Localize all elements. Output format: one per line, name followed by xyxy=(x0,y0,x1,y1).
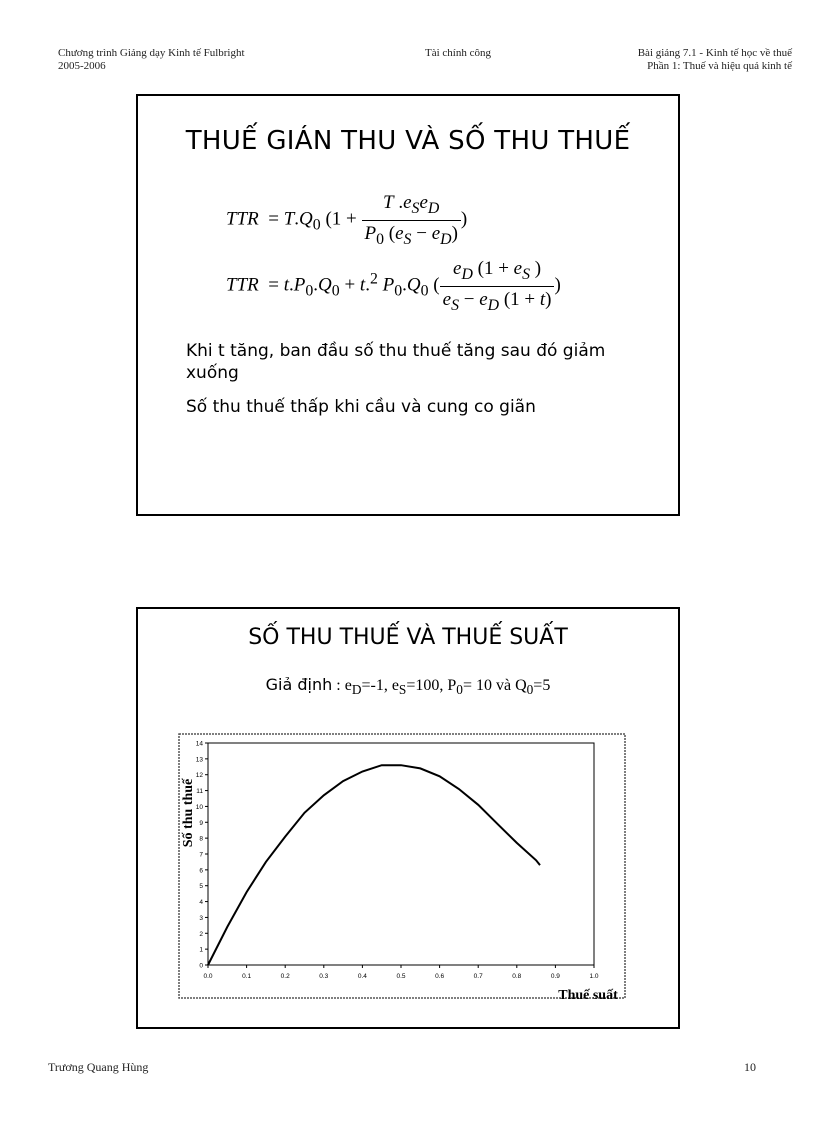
formula-ttr-1: TTR = $T.Q_0$ (1 + $\frac{T .e_Se_D}{P_0 (e_S - e_D)}$ ) xyxy=(226,192,468,248)
x-tick-label: 0.2 xyxy=(280,973,290,980)
plot-area xyxy=(208,743,594,965)
y-tick-label: 8 xyxy=(199,835,203,843)
y-tick-label: 1 xyxy=(199,946,203,954)
slide-title: SỐ THU THUẾ VÀ THUẾ SUẤT xyxy=(248,625,568,650)
lecture-title: Bài giảng 7.1 - Kinh tế học về thuế xyxy=(637,47,792,59)
y-tick-label: 7 xyxy=(199,851,203,859)
assumptions xyxy=(138,675,678,698)
x-axis-label: Thuế suất xyxy=(558,988,618,1003)
x-tick-label: 0.0 xyxy=(203,973,213,980)
header-center: Tài chính công xyxy=(425,47,491,59)
y-tick-label: 12 xyxy=(195,772,203,780)
y-tick-label: 11 xyxy=(196,788,203,796)
y-tick-label: 10 xyxy=(195,803,203,811)
y-axis-label: Số thu thuế xyxy=(181,778,196,848)
x-tick-label: 0.3 xyxy=(319,973,329,980)
header-right xyxy=(638,47,792,73)
x-tick-label: 0.1 xyxy=(242,973,252,980)
assumption-values: : $e_D=-1$, $e_S=100$, $P_0= 10$ và $Q_0=5$ xyxy=(332,677,551,698)
bullet-tax-rate-effect: Khi t tăng, ban đầu số thu thuế tăng sau đó giảm xuống xyxy=(186,341,606,383)
y-tick-label: 13 xyxy=(195,756,203,764)
revenue-chart xyxy=(178,733,626,1003)
x-tick-label: 0.5 xyxy=(396,973,406,980)
y-tick-label: 6 xyxy=(199,867,203,875)
footer-author: Trương Quang Hùng xyxy=(48,1060,149,1074)
academic-year: 2005-2006 xyxy=(58,60,106,72)
y-tick-label: 14 xyxy=(195,740,203,748)
x-tick-label: 0.6 xyxy=(435,973,445,980)
y-tick-label: 3 xyxy=(199,914,203,922)
slide-bullets xyxy=(186,340,648,430)
x-tick-label: 0.7 xyxy=(473,973,483,980)
slide-indirect-tax xyxy=(136,94,680,516)
program-name: Chương trình Giảng dạy Kinh tế Fulbright xyxy=(58,47,245,59)
x-tick-label: 1.0 xyxy=(589,973,599,980)
y-tick-label: 2 xyxy=(199,930,203,938)
slide-tax-revenue-chart xyxy=(136,607,680,1029)
y-tick-label: 5 xyxy=(199,883,203,891)
lecture-part: Phần 1: Thuế và hiệu quả kinh tế xyxy=(647,60,792,72)
bullet-elasticity: Số thu thuế thấp khi cầu và cung co giãn xyxy=(186,397,536,417)
x-tick-label: 0.4 xyxy=(357,973,367,980)
assumption-lead: Giả định xyxy=(265,675,333,694)
y-tick-label: 0 xyxy=(199,962,203,970)
x-tick-label: 0.8 xyxy=(512,973,522,980)
page-number: 10 xyxy=(744,1060,756,1074)
y-tick-label: 4 xyxy=(199,899,203,907)
slide-title: THUẾ GIÁN THU VÀ SỐ THU THUẾ xyxy=(185,126,631,156)
header-left xyxy=(58,47,245,73)
y-tick-label: 9 xyxy=(199,819,203,827)
formula-ttr-2: TTR = $t.P_0.Q_0 + t.^2$ $P_0.Q_0$ ( $\frac{e_D (1 + e_S )}{e_S - e_D (1 + t)}$ ) xyxy=(226,258,561,314)
x-tick-label: 0.9 xyxy=(550,973,560,980)
